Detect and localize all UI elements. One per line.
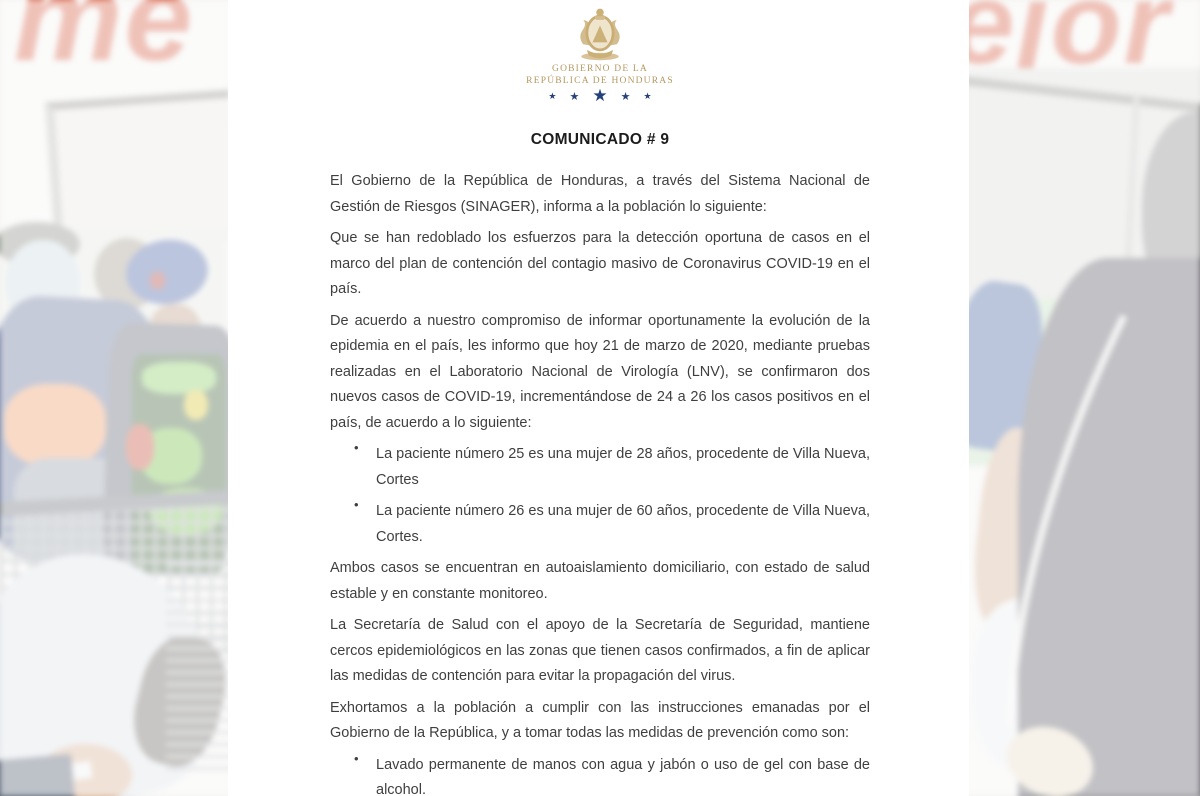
logo-stars bbox=[330, 87, 870, 105]
star-icon: ★ bbox=[620, 90, 631, 103]
star-icon: ★ bbox=[548, 90, 557, 101]
bullet-icon: • bbox=[354, 750, 359, 766]
government-name-line2: REPÚBLICA DE HONDURAS bbox=[526, 76, 674, 86]
star-icon: ★ bbox=[592, 86, 608, 105]
prevention-bullet-text: Lavado permanente de manos con agua y jabón o uso de gel con base de alcohol. bbox=[376, 756, 870, 796]
government-name-line1: GOBIERNO DE LA bbox=[552, 64, 648, 74]
case-bullet bbox=[330, 442, 870, 493]
case-bullet-text: La paciente número 26 es una mujer de 60 años, procedente de Villa Nueva, Cortes. bbox=[376, 503, 870, 545]
star-icon: ★ bbox=[643, 90, 652, 101]
communique-paragraph: La Secretaría de Salud con el apoyo de la Secretaría de Seguridad, mantiene cercos epidemiológicos en las zonas que tienen casos confirmados, a fin de aplicar las medidas de contención para evitar la propagación del virus. bbox=[330, 617, 870, 684]
star-icon: ★ bbox=[569, 90, 580, 103]
case-bullet bbox=[330, 499, 870, 550]
case-bullet-text: La paciente número 25 es una mujer de 28 años, procedente de Villa Nueva, Cortes bbox=[376, 446, 870, 488]
communique-title: COMUNICADO # 9 bbox=[530, 131, 670, 148]
communique-paragraph: El Gobierno de la República de Honduras, a través del Sistema Nacional de Gestión de Riesgos (SINAGER), informa a la población lo siguiente: bbox=[330, 173, 870, 215]
communique-paragraph: Ambos casos se encuentran en autoaislamiento domiciliario, con estado de salud estable y en constante monitoreo. bbox=[330, 560, 870, 602]
prevention-bullet bbox=[330, 750, 870, 796]
communique-paragraph: De acuerdo a nuestro compromiso de informar oportunamente la evolución de la epidemia en el país, les informo que hoy 21 de marzo de 2020, mediante pruebas realizadas en el Laboratorio Nacional de Virología (LNV), se confirmaron dos nuevos casos de COVID-19, incrementándose de 24 a 26 los casos positivos en el país, de acuerdo a lo siguiente: bbox=[330, 312, 870, 431]
communique-document bbox=[228, 0, 969, 796]
communique-body bbox=[330, 169, 870, 796]
communique-paragraph: Que se han redoblado los esfuerzos para la detección oportuna de casos en el marco del plan de contención del contagio masivo de Coronavirus COVID-19 en el país. bbox=[330, 230, 870, 297]
communique-paragraph: Exhortamos a la población a cumplir con las instrucciones emanadas por el Gobierno de la República, y a tomar todas las medidas de prevención como son: bbox=[330, 699, 870, 741]
bullet-icon: • bbox=[354, 497, 359, 512]
bullet-icon: • bbox=[354, 440, 359, 455]
honduras-coat-of-arms-icon bbox=[568, 3, 632, 63]
